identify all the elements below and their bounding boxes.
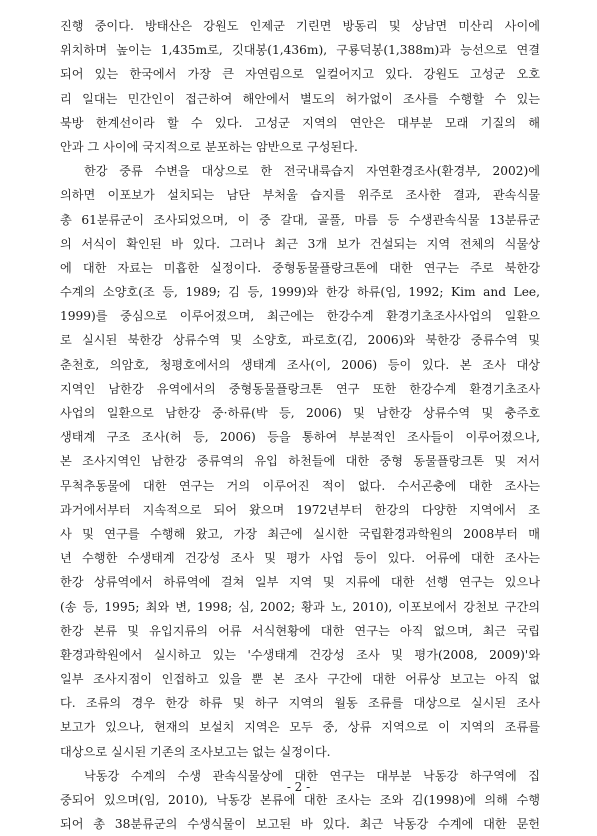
text-line: 년 수행한 수생태계 건강성 조사 및 평가 사업 등이 있다. 어류에 대한 조사는: [60, 551, 540, 566]
text-line: 리 일대는 민간인이 접근하여 해안에서 별도의 허가없이 조사를 수행할 수 있는: [60, 91, 540, 106]
text-line: 안과 그 사이에 국지적으로 분포하는 암반으로 구성된다.: [60, 139, 358, 154]
text-line: 되어 있는 한국에서 가장 큰 자연림으로 일컬어지고 있다. 강원도 고성군 오호: [60, 67, 540, 82]
text-line: 춘천호, 의암호, 청평호에서의 생태계 조사(이, 2006) 등이 있다. 본 조사 대상: [60, 357, 540, 372]
paragraph-1: [60, 14, 540, 159]
paragraph-2: [60, 159, 540, 764]
text-line: 의하면 이포보가 설치되는 남단 부처울 습지를 위주로 조사한 결과, 관속식물: [60, 188, 540, 203]
text-line: 위치하며 높이는 1,435m로, 깃대봉(1,436m), 구룡덕봉(1,388m)과 능선으로 연결: [60, 43, 540, 58]
text-line: 한강 상류역에서 하류역에 걸쳐 일부 지역 및 지류에 대한 선행 연구는 있으나: [60, 575, 540, 590]
text-line: 에 대한 자료는 미흡한 실정이다. 중형동물플랑크톤에 대한 연구는 주로 북한강: [60, 260, 540, 275]
text-line: 무척추동물에 대한 연구는 거의 이루어진 적이 없다. 수서곤충에 대한 조사는: [60, 478, 540, 493]
text-line: 1999)를 중심으로 이루어졌으며, 최근에는 한강수계 환경기초조사사업의 일환으: [60, 309, 540, 324]
text-line: 의 서식이 확인된 바 있다. 그러나 최근 3개 보가 건설되는 지역 전체의 식물상: [60, 236, 540, 251]
text-line: 수계의 소양호(조 등, 1989; 김 등, 1999)와 한강 하류(임, 1992; Kim and Lee,: [60, 285, 540, 300]
text-line: 북방 한계선이라 할 수 있다. 고성군 지역의 연안은 대부분 모래 기질의 해: [60, 115, 540, 130]
document-page: [60, 14, 540, 836]
text-line: 중되어 있으며(임, 2010), 낙동강 본류에 대한 조사는 조와 김(1998)에 의해 수행: [60, 793, 540, 807]
text-line: 지역인 남한강 유역에서의 중형동물플랑크톤 연구 또한 한강수계 환경기초조사: [60, 381, 540, 396]
text-line: 일부 조사지점이 인접하고 있을 뿐 본 조사 구간에 대한 어류상 보고는 아직 없: [60, 672, 540, 687]
text-line: 로 실시된 북한강 상류수역 및 소양호, 파로호(김, 2006)와 북한강 중류수역 및: [60, 333, 540, 348]
text-line: 사 및 연구를 수행해 왔고, 가장 최근에 실시한 국립환경과학원의 2008부터 매: [60, 526, 540, 541]
text-line: 한강 본류 및 유입지류의 어류 서식현황에 대한 연구는 아직 없으며, 최근 국립: [60, 623, 540, 638]
text-line: 사업의 일환으로 남한강 중·하류(박 등, 2006) 및 남한강 상류수역 및 충주호: [60, 406, 540, 420]
text-line: 총 61분류군이 조사되었으며, 이 중 갈대, 골풀, 마름 등 수생관속식물 13분류군: [60, 212, 540, 227]
text-line: 다. 조류의 경우 한강 하류 및 하구 지역의 월동 조류를 대상으로 실시된 조사: [60, 696, 540, 711]
text-line: 본 조사지역인 남한강 중류역의 유입 하천들에 대한 중형 동물플랑크톤 및 저서: [60, 454, 540, 469]
text-line: 생태계 구조 조사(허 등, 2006) 등을 통하여 부분적인 조사들이 이루어졌으나,: [60, 430, 540, 445]
paragraph-3: [60, 764, 540, 836]
text-line: 낙동강 수계의 수생 관속식물상에 대한 연구는 대부분 낙동강 하구역에 집: [84, 768, 540, 783]
text-line: 진행 중이다. 방태산은 강원도 인제군 기린면 방동리 및 상남면 미산리 사이에: [60, 19, 540, 33]
text-line: 대상으로 실시된 기존의 조사보고는 없는 실정이다.: [60, 744, 331, 759]
page-number: - 2 -: [286, 780, 311, 794]
text-line: 되어 총 38분류군의 수생식물이 보고된 바 있다. 최근 낙동강 수계에 대한 문헌: [60, 817, 540, 832]
text-line: 과거에서부터 지속적으로 되어 왔으며 1972년부터 한강의 다양한 지역에서 조: [60, 502, 540, 517]
text-line: 한강 중류 수변을 대상으로 한 전국내륙습지 자연환경조사(환경부, 2002)에: [84, 164, 540, 179]
text-line: (송 등, 1995; 최와 변, 1998; 심, 2002; 황과 노, 2010), 이포보에서 강천보 구간의: [60, 599, 540, 614]
text-line: 환경과학원에서 실시하고 있는 '수생태계 건강성 조사 및 평가(2008, 2009)'와: [60, 647, 540, 662]
text-line: 보고가 있으나, 현재의 보설치 지역은 모두 중, 상류 지역으로 이 지역의 조류를: [60, 720, 540, 735]
